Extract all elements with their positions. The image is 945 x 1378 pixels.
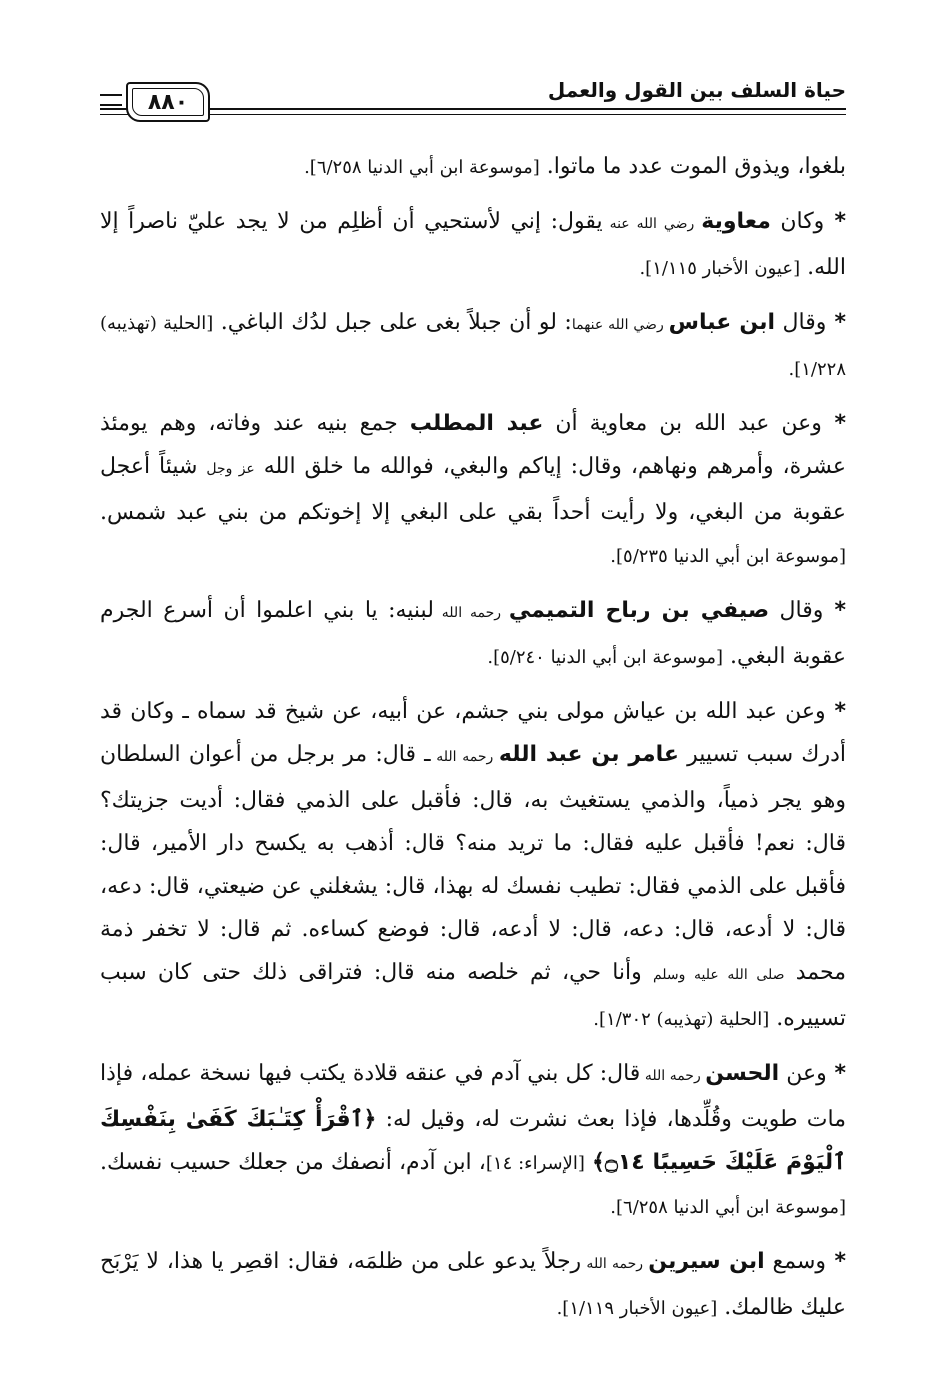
body-text: وسمع — [764, 1249, 827, 1274]
person-name: صيفي بن رباح التميمي — [508, 598, 770, 623]
body-text: وعن — [779, 1061, 827, 1086]
person-name: ابن عباس — [668, 310, 776, 335]
paragraph — [100, 145, 846, 189]
paragraph-marker: * — [824, 209, 846, 234]
reference-citation: [موسوعة ابن أبي الدنيا ٦/٢٥٨]. — [304, 157, 540, 178]
person-name: معاوية — [701, 209, 771, 234]
honorific: عز وجل — [206, 461, 255, 477]
body-text: شيئاً أعجل عقوبة من البغي، ولا رأيت أحداً بقي على البغي إلا إخوتكم من بني عبد شمس. — [100, 454, 846, 525]
paragraph — [100, 301, 846, 391]
paragraph-marker: * — [825, 699, 847, 724]
reference-citation: [موسوعة ابن أبي الدنيا ٦/٢٥٨]. — [610, 1197, 846, 1218]
body-text: ، ابن آدم، أنصفك من جعلك حسيب نفسك. — [100, 1150, 486, 1175]
honorific: رضي الله عنه — [602, 216, 702, 232]
honorific: رحمه الله — [430, 749, 499, 765]
header-ornament — [100, 94, 122, 106]
reference-citation: [عيون الأخبار ١/١١٩]. — [556, 1298, 718, 1319]
header-rule-thin — [100, 114, 846, 115]
honorific: صلى الله عليه وسلم — [652, 967, 785, 983]
body-text: وقال — [775, 310, 827, 335]
person-name: ابن سيرين — [648, 1249, 765, 1274]
paragraph — [100, 589, 846, 679]
body-text: وقال — [769, 598, 824, 623]
page-header — [100, 72, 846, 126]
reference-citation: [الإسراء: ١٤] — [485, 1153, 585, 1174]
body-text — [585, 1150, 592, 1175]
honorific: رحمه الله — [581, 1256, 649, 1272]
honorific: رضي الله عنهما — [571, 317, 669, 333]
reference-citation: [موسوعة ابن أبي الدنيا ٥/٢٣٥]. — [610, 546, 846, 567]
body-text: قال: كل بني آدم في عنقه قلادة يكتب فيها نسخة عمله، فإذا مات طويت وقُلِّدها، فإذا بعث نشرت له، وقيل له: — [100, 1061, 846, 1132]
person-name: عبد المطلب — [409, 411, 544, 436]
body-text: وعن عبد الله بن عياش مولى بني جشم، عن أبيه، عن شيخ قد سماه ـ وكان قد أدرك سبب تسيير — [100, 699, 846, 767]
paragraph-marker: * — [823, 598, 846, 623]
header-rule-thick — [100, 108, 846, 110]
paragraph — [100, 402, 846, 578]
reference-citation: [موسوعة ابن أبي الدنيا ٥/٢٤٠]. — [487, 647, 724, 668]
paragraph — [100, 200, 846, 290]
body-text: وعن عبد الله بن معاوية أن — [543, 411, 822, 436]
paragraph-marker: * — [826, 1249, 846, 1274]
body-text: وأنا حي، ثم خلصه منه قال: فتراقى ذلك حتى كان سبب تسييره. — [100, 960, 846, 1031]
body-text: يقول: إني لأستحيي أن أظلِم من لا يجد عليّ ناصراً إلا الله. — [100, 209, 846, 280]
body-text: رجلاً يدعو على من ظلمَه، فقال: اقصِر يا هذا، لا يَرْبَح عليك ظالمك. — [100, 1249, 846, 1320]
paragraph — [100, 1240, 846, 1330]
body-text: بلغوا، ويذوق الموت عدد ما ماتوا. — [539, 154, 846, 179]
person-name: الحسن — [705, 1061, 780, 1086]
body-text: وكان — [770, 209, 825, 234]
reference-citation: [الحلية (تهذيبه) ١/٢٢٨]. — [100, 313, 846, 380]
book-title: حياة السلف بين القول والعمل — [547, 78, 846, 102]
honorific: رحمه الله — [640, 1068, 706, 1084]
body-text: جمع بنيه عند وفاته، وهم يومئذ عشرة، وأمرهم ونهاهم، وقال: إياكم والبغي، فوالله ما خلق الله — [100, 411, 846, 479]
page-number: ٨٨٠ — [147, 89, 189, 115]
reference-citation: [الحلية (تهذيبه) ١/٣٠٢]. — [593, 1009, 770, 1030]
page-body — [100, 145, 846, 1341]
honorific: رحمه الله — [433, 605, 509, 621]
page-number-box — [126, 82, 210, 122]
paragraph — [100, 1052, 846, 1229]
person-name: ﴿ٱقْرَأْ كِتَـٰبَكَ كَفَىٰ بِنَفْسِكَ ٱلْيَوْمَ عَلَيْكَ حَسِيبًا ۝١٤﴾ — [100, 1107, 846, 1175]
paragraph-marker: * — [821, 411, 846, 436]
paragraph-marker: * — [826, 310, 846, 335]
body-text: ـ قال: مر برجل من أعوان السلطان وهو يجر ذمياً، والذمي يستغيث به، قال: فأقبل على الذمي فقال: أديت جزيتك؟ قال: نعم! فأقبل عليه فقال: ما تريد منه؟ قال: أذهب به يكسح دار الأمير، قال: فأقبل على الذمي فقال: تطيب نفسك له بهذا، قال: يشغلني عن ضيعتي، قال: دعه، قال: لا أدعه، قال: دعه، قال: لا أدعه، قال: فوضع كساءه. ثم قال: لا تخفر ذمة محمد — [100, 742, 847, 985]
paragraph — [100, 690, 846, 1041]
body-text: لبنيه: يا بني اعلموا أن أسرع الجرم عقوبة البغي. — [100, 598, 846, 669]
paragraph-marker: * — [826, 1061, 846, 1086]
body-text: : لو أن جبلاً بغى على جبل لدُك الباغي. — [213, 310, 572, 335]
person-name: عامر بن عبد الله — [498, 742, 679, 767]
reference-citation: [عيون الأخبار ١/١١٥]. — [639, 258, 801, 279]
